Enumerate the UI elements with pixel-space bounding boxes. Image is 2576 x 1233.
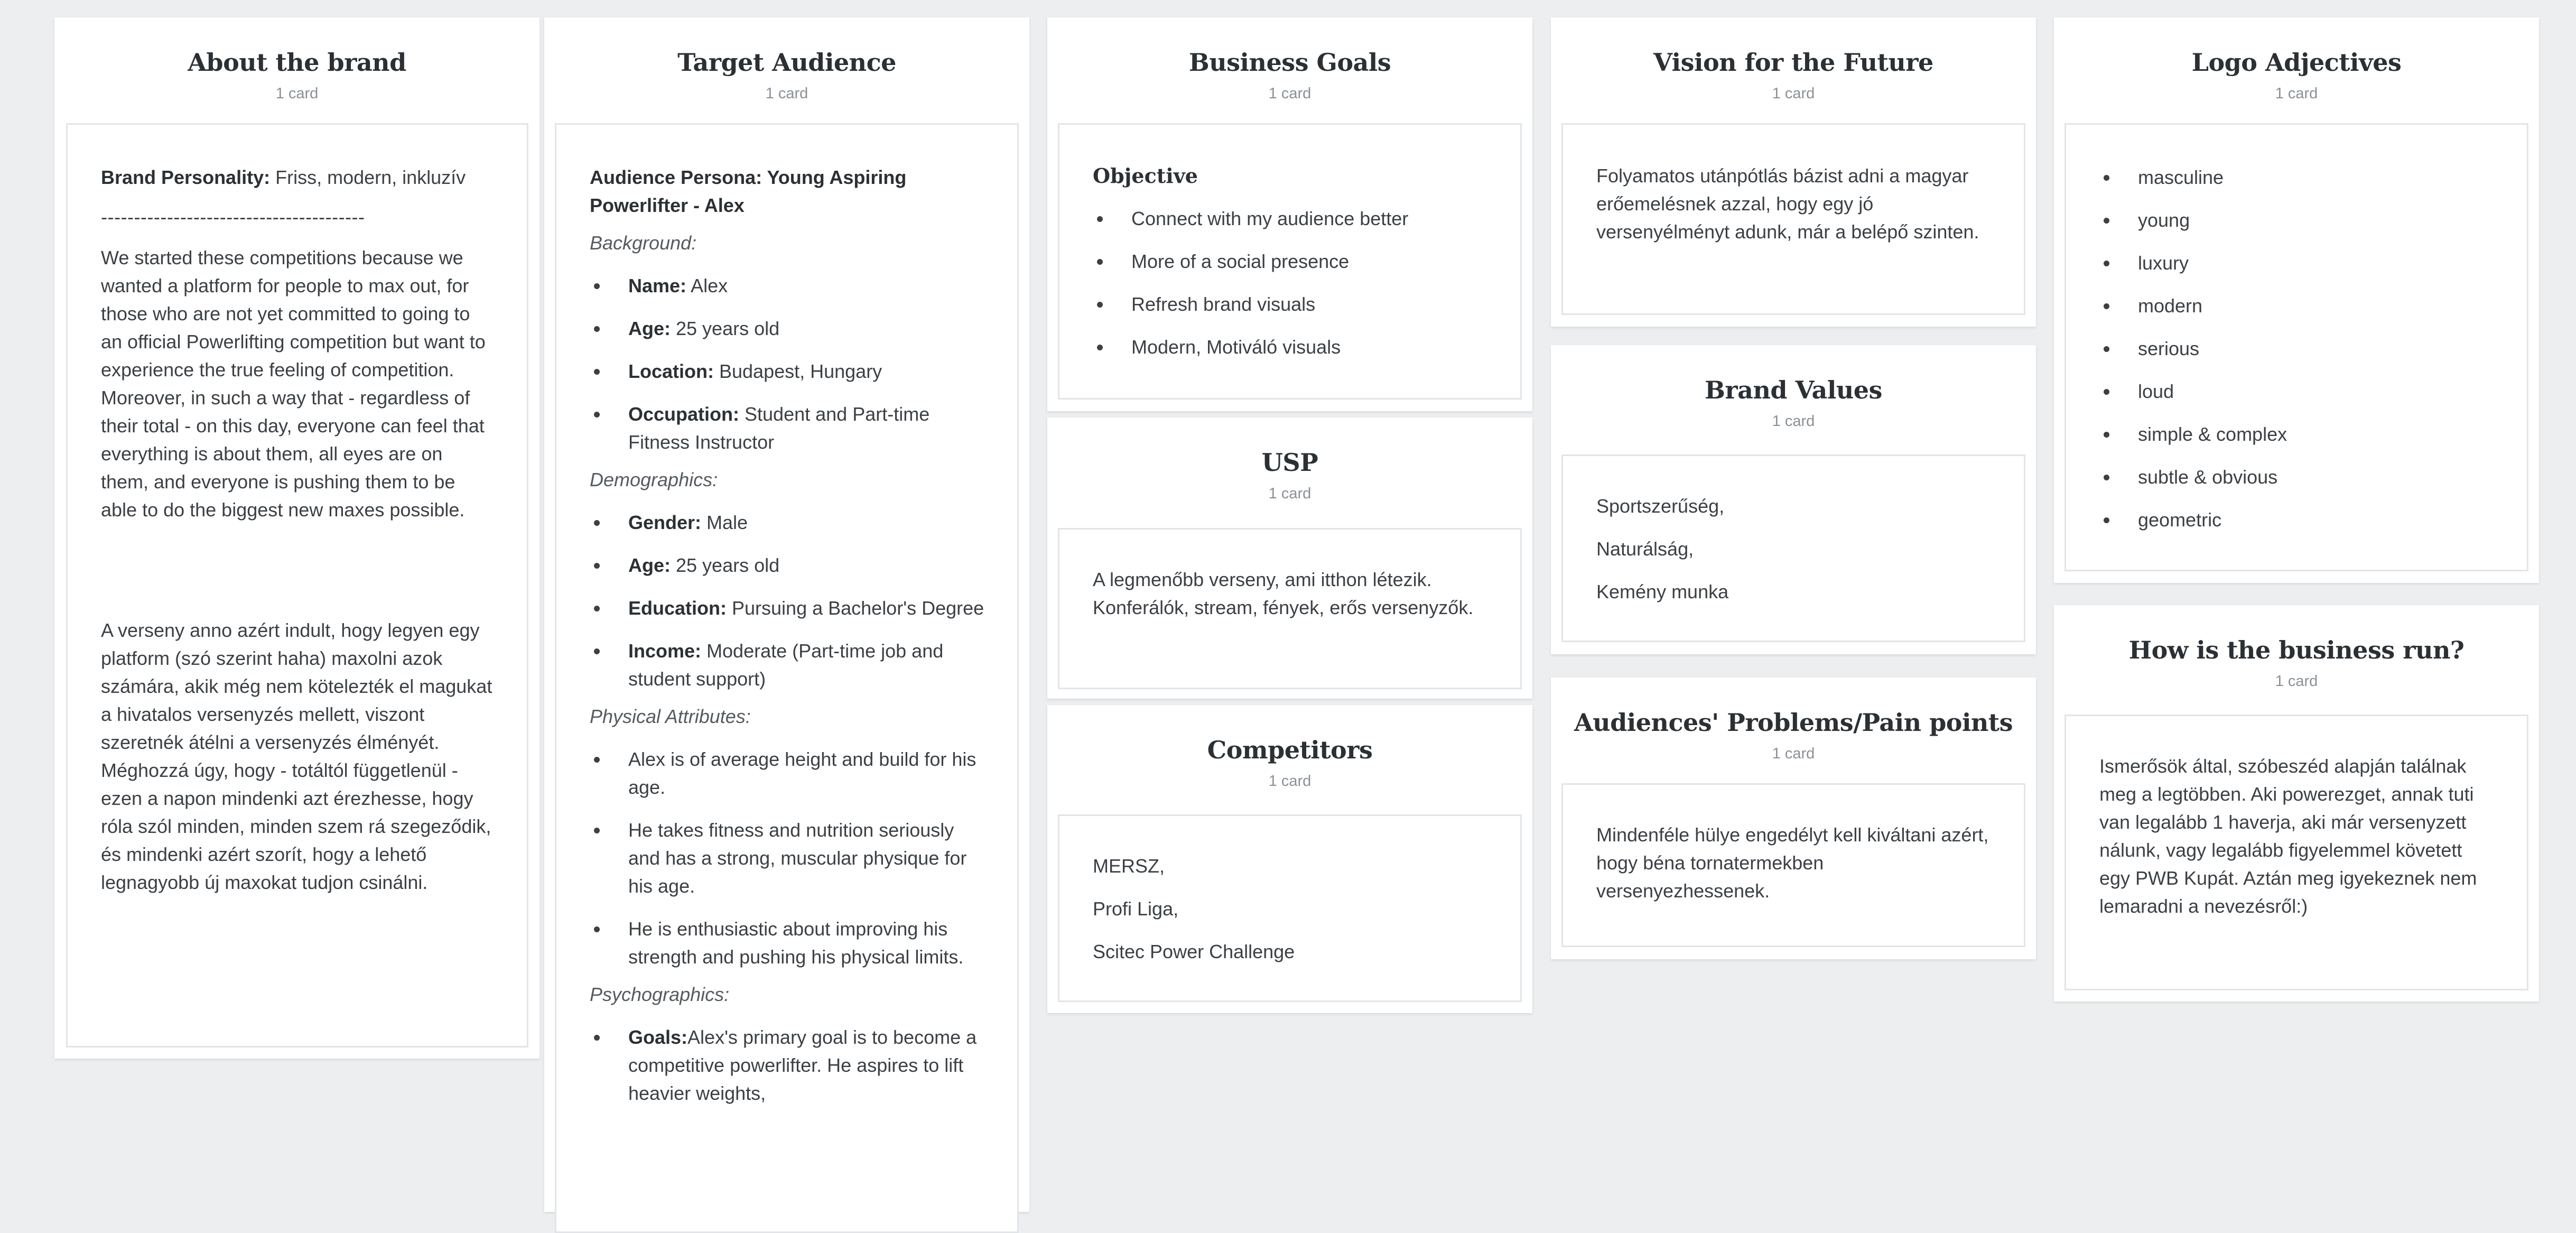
demographics-list	[590, 508, 985, 693]
column-title: Logo Adjectives	[2191, 48, 2402, 77]
column-business-goals	[1047, 17, 1532, 411]
divider-line: ----------------------------------------	[101, 206, 365, 228]
about-paragraph-en: We started these competitions because we wanted a platform for people to max out, for those who are not yet committed to going to an official Powerlifting competition but want to experience the true feeling of competition. Moreover, in such a way that - regardless of their total - on this day, everyone can feel that everything is about them, all eyes are on them, and everyone is pushing them to be able to do the biggest new maxes possible.	[101, 247, 486, 521]
list-item: Age: 25 years old	[590, 314, 985, 342]
card[interactable]	[1561, 123, 2025, 315]
brand-personality-value: Friss, modern, inkluzív	[270, 166, 466, 188]
list-item: Name: Alex	[590, 272, 985, 300]
card[interactable]	[1058, 123, 1522, 400]
about-paragraph-hu: A verseny anno azért indult, hogy legyen egy platform (szó szerint haha) maxolni azok számára, akik még nem kötelezték el magukat a hivatalos versenyzés mellett, viszont szeretnék átélni a versenyzés élményét. Méghozzá úgy, hogy - totáltól függetlenül - ezen a napon mindenki azt érezhesse, hogy róla szól minden, minden szem rá szegeződik, és mindenki azért szorít, hogy a lehető legnagyobb új maxokat tudjon csinálni.	[101, 619, 492, 893]
list-item: loud	[2099, 377, 2495, 405]
column-title: Target Audience	[677, 48, 896, 77]
list-item: More of a social presence	[1093, 247, 1489, 275]
card-count: 1 card	[1268, 773, 1312, 790]
usp-text: A legmenőbb verseny, ami itthon létezik. Konferálók, stream, fények, erős versenyzők.	[1093, 569, 1474, 618]
persona-title: Audience Persona: Young Aspiring Powerlifter - Alex	[590, 166, 907, 216]
list-item: Refresh brand visuals	[1093, 290, 1489, 318]
value-item: Naturálság,	[1596, 538, 1694, 560]
column-usp	[1047, 418, 1532, 699]
demographics-label: Demographics:	[590, 469, 718, 490]
card[interactable]	[1561, 783, 2025, 947]
background-list	[590, 272, 985, 456]
list-item: masculine	[2099, 163, 2495, 191]
list-item: Occupation: Student and Part-time Fitness Instructor	[590, 400, 985, 456]
column-title: Competitors	[1207, 736, 1373, 764]
brand-personality-label: Brand Personality:	[101, 166, 271, 188]
background-label: Background:	[590, 232, 697, 254]
column-target-audience	[544, 17, 1029, 1212]
list-item: young	[2099, 206, 2495, 234]
objective-label: Objective	[1093, 164, 1198, 188]
card-count: 1 card	[1772, 745, 1815, 762]
list-item: Gender: Male	[590, 508, 985, 536]
card-count: 1 card	[1772, 85, 1815, 102]
list-item: luxury	[2099, 249, 2495, 277]
column-title: Vision for the Future	[1653, 48, 1933, 77]
card[interactable]	[555, 123, 1019, 1233]
vision-text: Folyamatos utánpótlás bázist adni a magyar erőemelésnek azzal, hogy egy jó versenyélményt adunk, már a belépő szinten.	[1596, 165, 1979, 243]
competitor-item: MERSZ,	[1093, 855, 1165, 877]
pain-points-text: Mindenféle hülye engedélyt kell kiváltani azért, hogy béna tornatermekben versenyezhessenek.	[1596, 824, 1989, 902]
column-title: Brand Values	[1705, 376, 1882, 404]
card[interactable]	[2064, 123, 2528, 571]
list-item: Connect with my audience better	[1093, 205, 1489, 233]
card[interactable]	[1058, 528, 1522, 689]
value-item: Sportszerűség,	[1596, 495, 1725, 517]
column-title: About the brand	[188, 48, 406, 77]
column-title: Audiences' Problems/Pain points	[1574, 708, 2013, 737]
card[interactable]	[2064, 715, 2528, 990]
list-item: simple & complex	[2099, 420, 2495, 448]
column-title: Business Goals	[1188, 48, 1391, 77]
card-count: 1 card	[275, 85, 319, 102]
list-item: Income: Moderate (Part-time job and student support)	[590, 637, 985, 693]
column-pain-points	[1551, 678, 2036, 959]
physical-list	[590, 745, 985, 971]
column-logo-adjectives	[2054, 17, 2539, 583]
list-item: Goals:Alex's primary goal is to become a competitive powerlifter. He aspires to lift heavier weights,	[590, 1023, 985, 1107]
column-competitors	[1047, 705, 1532, 1013]
column-title: USP	[1261, 448, 1318, 477]
card-count: 1 card	[1268, 485, 1312, 502]
column-title: How is the business run?	[2128, 636, 2465, 664]
list-item: He takes fitness and nutrition seriously and has a strong, muscular physique for his age.	[590, 816, 985, 900]
list-item: Modern, Motiváló visuals	[1093, 333, 1489, 361]
column-vision	[1551, 17, 2036, 327]
list-item: Age: 25 years old	[590, 551, 985, 579]
card[interactable]	[1561, 455, 2025, 642]
card-count: 1 card	[765, 85, 808, 102]
adjectives-list	[2099, 163, 2495, 534]
business-run-text: Ismerősök által, szóbeszéd alapján találnak meg a legtöbben. Aki powerezget, annak tuti van legalább 1 haverja, aki már versenyzett nálunk, vagy legalább figyelemmel követett egy PWB Kupát. Aztán meg igyekeznek nem lemaradni a nevezésről:)	[2099, 755, 2477, 917]
list-item: Alex is of average height and build for his age.	[590, 745, 985, 801]
list-item: serious	[2099, 335, 2495, 363]
list-item: modern	[2099, 292, 2495, 320]
psychographics-list	[590, 1023, 985, 1107]
list-item: subtle & obvious	[2099, 463, 2495, 491]
list-item: geometric	[2099, 506, 2495, 534]
psychographics-label: Psychographics:	[590, 984, 730, 1005]
competitor-item: Scitec Power Challenge	[1093, 941, 1295, 962]
value-item: Kemény munka	[1596, 581, 1729, 602]
list-item: Location: Budapest, Hungary	[590, 357, 985, 385]
list-item: Education: Pursuing a Bachelor's Degree	[590, 594, 985, 622]
card[interactable]	[1058, 814, 1522, 1002]
card-count: 1 card	[2275, 673, 2318, 690]
card-count: 1 card	[1268, 85, 1312, 102]
card-count: 1 card	[2275, 85, 2318, 102]
list-item: He is enthusiastic about improving his strength and pushing his physical limits.	[590, 915, 985, 971]
physical-label: Physical Attributes:	[590, 706, 751, 727]
brand-personality-line	[101, 163, 495, 191]
card-count: 1 card	[1772, 413, 1815, 430]
competitor-item: Profi Liga,	[1093, 898, 1179, 920]
card[interactable]	[66, 123, 528, 1047]
column-brand-values	[1551, 345, 2036, 654]
column-business-run	[2054, 605, 2539, 1002]
column-about-the-brand	[54, 17, 540, 1059]
goals-list	[1093, 205, 1489, 361]
